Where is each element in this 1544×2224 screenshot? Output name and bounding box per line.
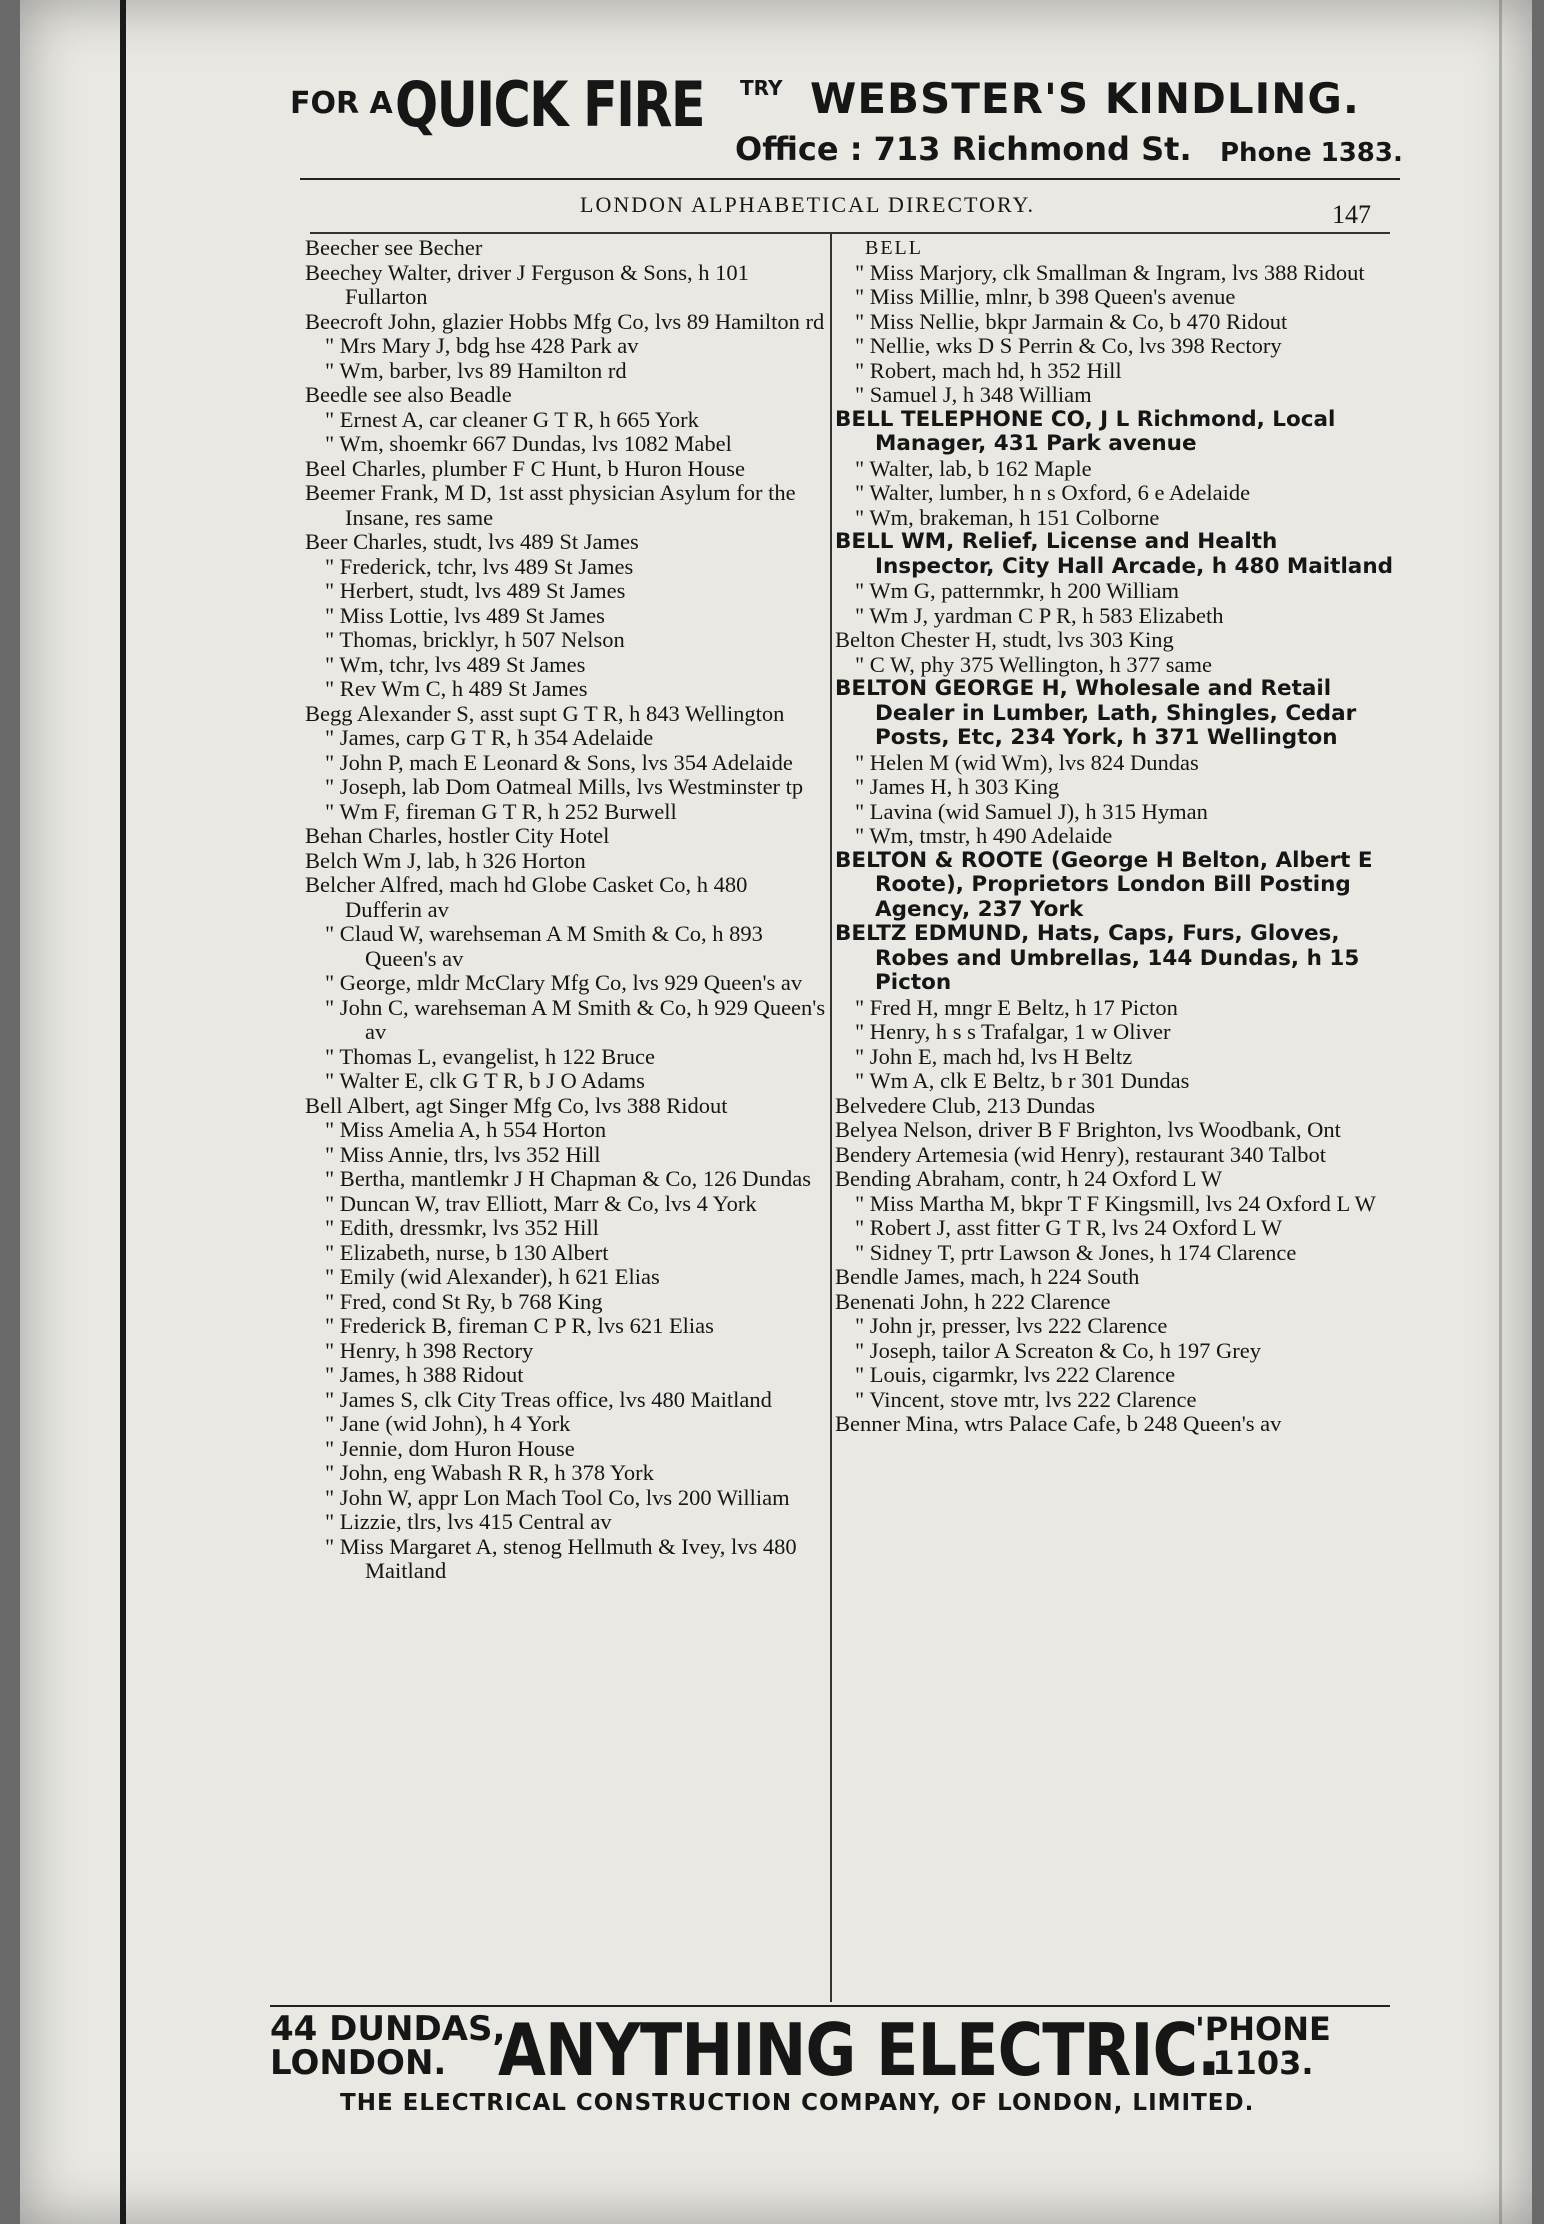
directory-entry-bold: BELTZ EDMUND, Hats, Caps, Furs, Gloves, Robes and Umbrellas, 144 Dundas, h 15 Picton xyxy=(835,921,1360,995)
directory-entry: " Herbert, studt, lvs 489 St James xyxy=(325,578,626,603)
directory-entry: " Joseph, lab Dom Oatmeal Mills, lvs Westminster tp xyxy=(325,774,804,799)
directory-entry: Beel Charles, plumber F C Hunt, b Huron House xyxy=(305,455,745,481)
directory-entry: " Wm, barber, lvs 89 Hamilton rd xyxy=(325,357,627,383)
directory-entry: " Claud W, warehseman A M Smith & Co, h 893 Queen's av xyxy=(325,921,763,971)
directory-entry: Benenati John, h 222 Clarence xyxy=(835,1288,1111,1314)
directory-entry: " Nellie, wks D S Perrin & Co, lvs 398 Rectory xyxy=(855,333,1282,358)
ad-phone: Phone 1383. xyxy=(1220,138,1403,168)
directory-entry: " John, eng Wabash R R, h 378 York xyxy=(325,1460,654,1485)
ad-company-name: THE ELECTRICAL CONSTRUCTION COMPANY, OF LONDON, LIMITED. xyxy=(340,2090,1255,2116)
directory-entry: " Miss Amelia A, h 554 Horton xyxy=(325,1117,607,1142)
directory-entry: Bending Abraham, contr, h 24 Oxford L W xyxy=(835,1166,1223,1191)
directory-entry-bold: BELL WM, Relief, License and Health Inspector, City Hall Arcade, h 480 Maitland xyxy=(835,529,1394,579)
directory-entry-bold: BELTON & ROOTE (George H Belton, Albert E Roote), Proprietors London Bill Posting Agency, 237 York xyxy=(835,847,1373,922)
directory-entry: Benner Mina, wtrs Palace Cafe, b 248 Queen's av xyxy=(835,1411,1282,1436)
directory-entry: " Helen M (wid Wm), lvs 824 Dundas xyxy=(855,749,1199,775)
directory-entry: " Thomas, bricklyr, h 507 Nelson xyxy=(325,627,625,652)
directory-entry: Belcher Alfred, mach hd Globe Casket Co, h 480 Dufferin av xyxy=(305,872,748,922)
directory-entry: " John E, mach hd, lvs H Beltz xyxy=(855,1043,1133,1069)
directory-entry: Beecroft John, glazier Hobbs Mfg Co, lvs 89 Hamilton rd xyxy=(305,308,825,334)
ad-phone-label: 'PHONE xyxy=(1195,2010,1331,2048)
binding-edge-rule xyxy=(120,0,126,2224)
directory-entry: " Fred, cond St Ry, b 768 King xyxy=(325,1288,603,1314)
directory-entry-bold: BELL TELEPHONE CO, J L Richmond, Local Manager, 431 Park avenue xyxy=(835,406,1336,456)
directory-entry: " John P, mach E Leonard & Sons, lvs 354 Adelaide xyxy=(325,749,793,775)
running-head-rule xyxy=(310,232,1390,234)
directory-entry: " Bertha, mantlemkr J H Chapman & Co, 126 Dundas xyxy=(325,1166,811,1191)
footer-rule xyxy=(270,2005,1390,2007)
directory-entry: " Wm, brakeman, h 151 Colborne xyxy=(855,504,1160,530)
directory-entry: " Miss Nellie, bkpr Jarmain & Co, b 470 Ridout xyxy=(855,308,1288,334)
directory-entry: Belton Chester H, studt, lvs 303 King xyxy=(835,627,1174,652)
directory-entry-bold: BELTON GEORGE H, Wholesale and Retail Dealer in Lumber, Lath, Shingles, Cedar Posts, Etc, 234 York, h 371 Wellington xyxy=(835,676,1357,750)
directory-entry: " George, mldr McClary Mfg Co, lvs 929 Queen's av xyxy=(325,970,803,995)
directory-entry: " Wm F, fireman G T R, h 252 Burwell xyxy=(325,798,677,824)
directory-entry: " Emily (wid Alexander), h 621 Elias xyxy=(325,1264,660,1289)
directory-entry: " Elizabeth, nurse, b 130 Albert xyxy=(325,1239,609,1265)
ad-office-address: Office : 713 Richmond St. xyxy=(735,130,1192,168)
directory-entry: " Frederick B, fireman C P R, lvs 621 Elias xyxy=(325,1313,714,1338)
directory-entry: " Miss Millie, mlnr, b 398 Queen's avenue xyxy=(855,284,1236,309)
directory-entry: " Frederick, tchr, lvs 489 St James xyxy=(325,553,634,579)
directory-entry: Bendery Artemesia (wid Henry), restaurant 340 Talbot xyxy=(835,1141,1326,1167)
directory-entry: Beer Charles, studt, lvs 489 St James xyxy=(305,529,639,554)
running-head: LONDON ALPHABETICAL DIRECTORY. xyxy=(580,192,1036,217)
directory-entry: " Henry, h s s Trafalgar, 1 w Oliver xyxy=(855,1019,1171,1044)
directory-entry: " Fred H, mngr E Beltz, h 17 Picton xyxy=(855,994,1178,1020)
ad-address-line1: 44 DUNDAS, xyxy=(270,2009,506,2049)
directory-entry: Beedle see also Beadle xyxy=(305,382,512,407)
directory-page xyxy=(20,0,1532,2224)
directory-entry: " James H, h 303 King xyxy=(855,774,1060,799)
directory-entry: " Wm J, yardman C P R, h 583 Elizabeth xyxy=(855,602,1224,628)
directory-entry: " Miss Martha M, bkpr T F Kingsmill, lvs 24 Oxford L W xyxy=(855,1190,1376,1216)
directory-entry: " Miss Marjory, clk Smallman & Ingram, lvs 388 Ridout xyxy=(855,259,1365,285)
page-edge xyxy=(1499,0,1502,2224)
directory-entry: " Rev Wm C, h 489 St James xyxy=(325,676,588,701)
ad-phone-number: 1103. xyxy=(1212,2044,1314,2082)
header-advertisement xyxy=(290,58,1420,178)
directory-entry: " Miss Annie, tlrs, lvs 352 Hill xyxy=(325,1141,601,1167)
directory-entry: " Miss Margaret A, stenog Hellmuth & Ivey, lvs 480 Maitland xyxy=(325,1533,797,1583)
directory-entry: Beemer Frank, M D, 1st asst physician Asylum for the Insane, res same xyxy=(305,480,796,530)
directory-entry: " John jr, presser, lvs 222 Clarence xyxy=(855,1313,1168,1338)
directory-entry: " Duncan W, trav Elliott, Marr & Co, lvs 4 York xyxy=(325,1190,757,1216)
directory-entry: Belyea Nelson, driver B F Brighton, lvs Woodbank, Ont xyxy=(835,1117,1341,1142)
directory-entry: " Thomas L, evangelist, h 122 Bruce xyxy=(325,1043,655,1069)
directory-entry: Begg Alexander S, asst supt G T R, h 843 Wellington xyxy=(305,700,785,726)
directory-entry: Behan Charles, hostler City Hotel xyxy=(305,823,610,848)
ad-address-line2: LONDON. xyxy=(270,2043,447,2083)
directory-entry: Bell Albert, agt Singer Mfg Co, lvs 388 Ridout xyxy=(305,1092,728,1118)
directory-entry: " John W, appr Lon Mach Tool Co, lvs 200 William xyxy=(325,1484,790,1510)
directory-entry: " Walter, lumber, h n s Oxford, 6 e Adelaide xyxy=(855,480,1251,505)
ad-slogan: ANYTHING ELECTRIC. xyxy=(498,2008,1220,2092)
directory-entry: " Wm, tchr, lvs 489 St James xyxy=(325,651,586,677)
directory-entry: Belvedere Club, 213 Dundas xyxy=(835,1092,1095,1118)
ad-for-a: FOR A xyxy=(290,86,393,121)
directory-entry: Belch Wm J, lab, h 326 Horton xyxy=(305,847,586,873)
ad-phone-block xyxy=(1195,2012,1331,2080)
left-column xyxy=(305,236,830,1584)
directory-entry: " Lavina (wid Samuel J), h 315 Hyman xyxy=(855,798,1208,824)
ad-kindling: WEBSTER'S KINDLING. xyxy=(810,74,1360,123)
directory-entry: " Wm G, patternmkr, h 200 William xyxy=(855,578,1179,603)
directory-entry: " Mrs Mary J, bdg hse 428 Park av xyxy=(325,333,639,358)
footer-advertisement xyxy=(270,2010,1410,2130)
ad-address xyxy=(270,2009,506,2083)
directory-entry: " Sidney T, prtr Lawson & Jones, h 174 Clarence xyxy=(855,1239,1297,1265)
directory-entry: " Miss Lottie, lvs 489 St James xyxy=(325,602,605,628)
column-divider xyxy=(830,232,832,2002)
directory-entry: " Jane (wid John), h 4 York xyxy=(325,1411,571,1436)
directory-entry: " Vincent, stove mtr, lvs 222 Clarence xyxy=(855,1386,1197,1412)
ad-quick-fire: QUICK FIRE xyxy=(395,68,704,141)
directory-entry: " Louis, cigarmkr, lvs 222 Clarence xyxy=(855,1362,1176,1387)
directory-entry: " Walter E, clk G T R, b J O Adams xyxy=(325,1068,645,1093)
directory-entry: " Henry, h 398 Rectory xyxy=(325,1337,534,1363)
directory-entry: " Edith, dressmkr, lvs 352 Hill xyxy=(325,1215,599,1240)
directory-entry: " Jennie, dom Huron House xyxy=(325,1435,575,1461)
right-column xyxy=(835,236,1395,1437)
directory-entry: " Ernest A, car cleaner G T R, h 665 York xyxy=(325,406,699,432)
directory-entry: " C W, phy 375 Wellington, h 377 same xyxy=(855,651,1212,677)
right-column-entries xyxy=(835,261,1395,1437)
directory-entry: " Robert, mach hd, h 352 Hill xyxy=(855,357,1122,383)
directory-entry: " Wm, shoemkr 667 Dundas, lvs 1082 Mabel xyxy=(325,431,732,456)
directory-entry: " James, carp G T R, h 354 Adelaide xyxy=(325,725,654,750)
directory-entry: Beecher see Becher xyxy=(305,235,483,260)
directory-entry: Beechey Walter, driver J Ferguson & Sons, h 101 Fullarton xyxy=(305,259,749,309)
directory-entry: Bendle James, mach, h 224 South xyxy=(835,1264,1140,1289)
directory-entry: " Samuel J, h 348 William xyxy=(855,382,1092,407)
directory-entry: " James S, clk City Treas office, lvs 480 Maitland xyxy=(325,1386,772,1412)
column-running-head: BELL xyxy=(865,237,923,259)
directory-entry: " Lizzie, tlrs, lvs 415 Central av xyxy=(325,1509,612,1534)
directory-entry: " Robert J, asst fitter G T R, lvs 24 Oxford L W xyxy=(855,1215,1283,1240)
directory-entry: " John C, warehseman A M Smith & Co, h 929 Queen's av xyxy=(325,994,826,1044)
header-rule xyxy=(300,178,1400,180)
ad-try: TRY xyxy=(740,76,783,100)
directory-entry: " Wm A, clk E Beltz, b r 301 Dundas xyxy=(855,1068,1190,1093)
directory-entry: " Wm, tmstr, h 490 Adelaide xyxy=(855,823,1113,848)
directory-entry: " Joseph, tailor A Screaton & Co, h 197 Grey xyxy=(855,1337,1262,1363)
page-number: 147 xyxy=(1332,200,1371,229)
directory-entry: " James, h 388 Ridout xyxy=(325,1362,524,1387)
directory-entry: " Walter, lab, b 162 Maple xyxy=(855,455,1092,481)
